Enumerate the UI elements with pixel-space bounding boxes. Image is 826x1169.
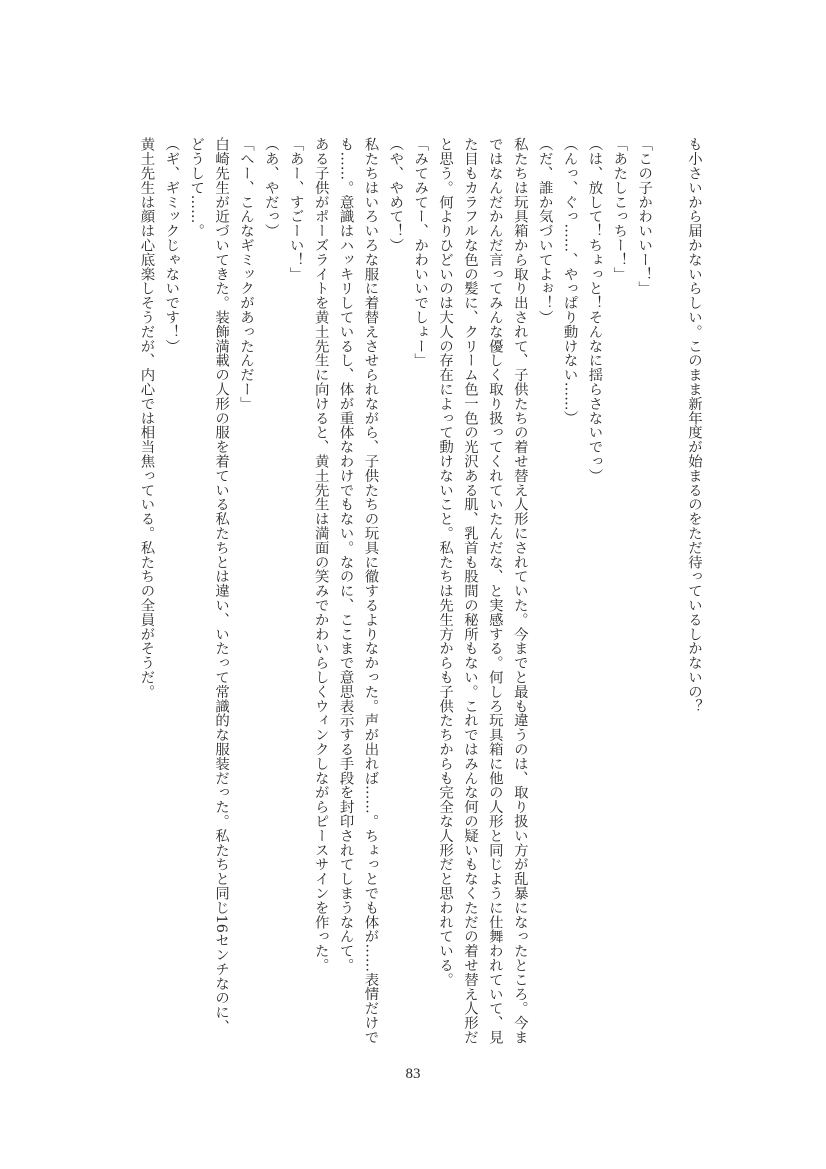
text-line: 「この子かわいいー！」 xyxy=(636,137,653,296)
blank-line xyxy=(656,137,681,1057)
text-line: 「へー、こんなギミックがあったんだー」 xyxy=(237,137,254,411)
text-line: （や、やめて！） xyxy=(387,137,404,253)
text-line: 「あたしこっちー！」 xyxy=(611,137,628,281)
text-line: 「あー、すごーい！」 xyxy=(287,137,304,281)
text-line: （ギ、ギミックじゃないです！） xyxy=(163,137,180,353)
text-line: と思う。何よりひどいのは大人の存在によって動けないこと。私たちは先生方からも子供たちからも完全な人形だと思われている。 xyxy=(437,137,454,987)
text-line: 「みてみてー、かわいいでしょー」 xyxy=(412,137,429,368)
text-line: ではなんだかんだ言ってみんな優しく取り扱ってくれていたんだな、と実感する。何しろ玩具箱に他の人形と同じように仕舞われていて、見 xyxy=(486,137,503,1045)
text-line: ある子供がポーズライトを黄土先生に向けると、黄土先生は満面の笑みでかわいらしくウィンクしながらピースサインを作った。 xyxy=(312,137,329,973)
text-line: （だ、誰か気づいてよぉ！） xyxy=(536,137,553,325)
text-line: （は、放して！ちょっと！そんなに揺らさないでっ） xyxy=(586,137,603,483)
text-line: も小さいから届かないらしい。このまま新年度が始まるのをただ待っているしかないの？ xyxy=(686,137,702,713)
text-line: 私たちはいろいろな服に着替えさせられながら、子供たちの玩具に徹するよりなかった。声が出れば……。ちょっとでも体が……表情だけで xyxy=(362,137,379,1045)
text-line: （んっ、ぐっ……、やっぱり動けない……） xyxy=(561,137,578,425)
text-line: （あ、やだっ） xyxy=(262,137,279,238)
text-line: どうして……。 xyxy=(188,137,205,238)
text-line: た目もカラフルな色の髪に、クリーム色一色の光沢ある肌、乳首も股間の秘所もない。これではみんな何の疑いもなくただの着せ替え人形だ xyxy=(461,137,478,1045)
text-line: 白崎先生が近づいてきた。装飾満載の人形の服を着ている私たちとは違い、いたって常識的な服装だった。私たちと同じ16センチなのに、 xyxy=(213,137,230,1034)
text-line: 黄土先生は顔は心底楽しそうだが、内心では相当焦っている。私たちの全員がそうだ。 xyxy=(138,137,155,699)
vertical-text-body xyxy=(134,137,706,1057)
text-line: 私たちは玩具箱から取り出されて、子供たちの着せ替え人形にされていた。今までと最も違うのは、取り扱い方が乱暴になったところ。今ま xyxy=(511,137,528,1045)
text-line: も……。意識はハッキリしているし、体が重体なわけでもない。なのに、ここまで意思表示する手段を封印されてしまうなんて。 xyxy=(337,137,354,973)
page-number: 83 xyxy=(405,1066,421,1082)
